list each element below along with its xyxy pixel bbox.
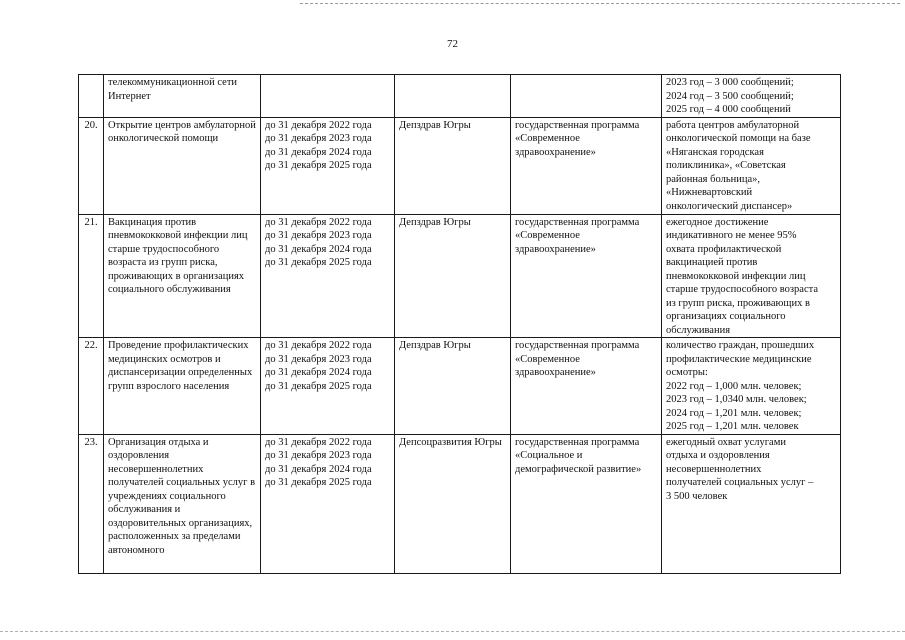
result-line: 2025 год – 1,201 млн. человек: [666, 421, 799, 432]
result-line: старше трудоспособного возраста: [666, 284, 818, 295]
result-line: онкологический диспансер»: [666, 200, 793, 212]
result-line: ежегодный охват услугами: [666, 436, 786, 448]
result-line: 2023 год – 3 000 сообщений;: [666, 77, 794, 88]
deadline-line: до 31 декабря 2022 года: [265, 216, 372, 228]
result-line: количество граждан, прошедших: [666, 340, 815, 351]
scan-artifact-bottom: [0, 631, 905, 632]
deadline-line: до 31 декабря 2024 года: [265, 243, 372, 255]
deadline-cell: [261, 434, 395, 573]
row-number: 22.: [79, 338, 104, 435]
row-number: [79, 75, 104, 118]
deadline-line: до 31 декабря 2023 года: [265, 230, 372, 241]
result-line: работа центров амбулаторной: [666, 119, 800, 131]
deadline-cell: [261, 117, 395, 214]
result-line: 2022 год – 1,000 млн. человек;: [666, 380, 802, 392]
row-number: 20.: [79, 117, 104, 214]
result-line: «Нижневартовский: [666, 187, 753, 198]
deadline-line: до 31 декабря 2023 года: [265, 133, 372, 144]
result-line: 2025 год – 4 000 сообщений: [666, 104, 791, 115]
result-line: несовершеннолетних: [666, 463, 762, 475]
result-cell: [662, 75, 841, 118]
executor-cell: [395, 75, 511, 118]
executor-cell: Депсоцразвития Югры: [395, 434, 511, 573]
deadline-cell: [261, 75, 395, 118]
result-cell: [662, 214, 841, 338]
program-cell: государственная программа «Современное здравоохранение»: [511, 117, 662, 214]
page-number: 72: [447, 38, 458, 50]
table-row: [79, 434, 841, 573]
measure-name: Открытие центров амбулаторной онкологической помощи: [104, 117, 261, 214]
deadline-line: до 31 декабря 2022 года: [265, 119, 372, 131]
result-line: из групп риска, проживающих в: [666, 297, 810, 309]
result-line: 2023 год – 1,0340 млн. человек;: [666, 394, 807, 405]
result-line: организациях социального: [666, 311, 786, 322]
result-line: районная больница»,: [666, 173, 761, 185]
deadline-cell: [261, 214, 395, 338]
result-cell: [662, 338, 841, 435]
deadline-line: до 31 декабря 2025 года: [265, 160, 372, 171]
result-line: обслуживания: [666, 324, 731, 336]
program-cell: государственная программа «Социальное и демографической развитие»: [511, 434, 662, 573]
result-line: охвата профилактической: [666, 243, 782, 255]
program-cell: [511, 75, 662, 118]
result-line: онкологической помощи на базе: [666, 133, 811, 144]
result-line: профилактические медицинские: [666, 353, 812, 365]
deadline-line: до 31 декабря 2022 года: [265, 340, 372, 351]
deadline-line: до 31 декабря 2025 года: [265, 257, 372, 268]
measure-name: Проведение профилактических медицинских осмотров и диспансеризации определенных групп взрослого населения: [104, 338, 261, 435]
result-line: 3 500 человек: [666, 490, 728, 502]
program-cell: государственная программа «Современное здравоохранение»: [511, 338, 662, 435]
executor-cell: Депздрав Югры: [395, 214, 511, 338]
measure-name: телекоммуникационной сети Интернет: [104, 75, 261, 118]
result-cell: [662, 117, 841, 214]
deadline-line: до 31 декабря 2024 года: [265, 146, 372, 158]
result-line: «Няганская городская: [666, 146, 764, 158]
deadline-cell: [261, 338, 395, 435]
result-line: ежегодное достижение: [666, 216, 769, 228]
result-line: пневмококковой инфекции лиц: [666, 270, 806, 282]
row-number: 21.: [79, 214, 104, 338]
result-line: поликлиника», «Советская: [666, 160, 786, 171]
deadline-line: до 31 декабря 2023 года: [265, 353, 372, 365]
measure-name: Вакцинация против пневмококковой инфекции лиц старше трудоспособного возраста из групп риска, проживающих в организациях социального обслуживания: [104, 214, 261, 338]
result-line: 2024 год – 1,201 млн. человек;: [666, 407, 802, 419]
table-row: [79, 117, 841, 214]
table-row: [79, 338, 841, 435]
deadline-line: до 31 декабря 2025 года: [265, 380, 372, 392]
result-line: индикативного не менее 95%: [666, 230, 797, 241]
program-cell: государственная программа «Современное здравоохранение»: [511, 214, 662, 338]
deadline-line: до 31 декабря 2022 года: [265, 436, 372, 448]
executor-cell: Депздрав Югры: [395, 338, 511, 435]
result-line: отдыха и оздоровления: [666, 450, 770, 461]
measure-name: Организация отдыха и оздоровления несовершеннолетних получателей социальных услуг в учреждениях социального обслуживания и оздоровительных организациях, расположенных за пределами автономного: [104, 434, 261, 573]
measures-table: [78, 74, 841, 574]
deadline-line: до 31 декабря 2025 года: [265, 477, 372, 488]
table-row: [79, 214, 841, 338]
executor-cell: Депздрав Югры: [395, 117, 511, 214]
result-line: 2024 год – 3 500 сообщений;: [666, 90, 794, 102]
row-number: 23.: [79, 434, 104, 573]
table-row: [79, 75, 841, 118]
scan-artifact-top: [300, 3, 900, 4]
result-line: вакцинацией против: [666, 257, 758, 268]
deadline-line: до 31 декабря 2023 года: [265, 450, 372, 461]
result-cell: [662, 434, 841, 573]
deadline-line: до 31 декабря 2024 года: [265, 367, 372, 378]
result-line: осмотры:: [666, 367, 708, 378]
deadline-line: до 31 декабря 2024 года: [265, 463, 372, 475]
result-line: получателей социальных услуг –: [666, 477, 814, 488]
